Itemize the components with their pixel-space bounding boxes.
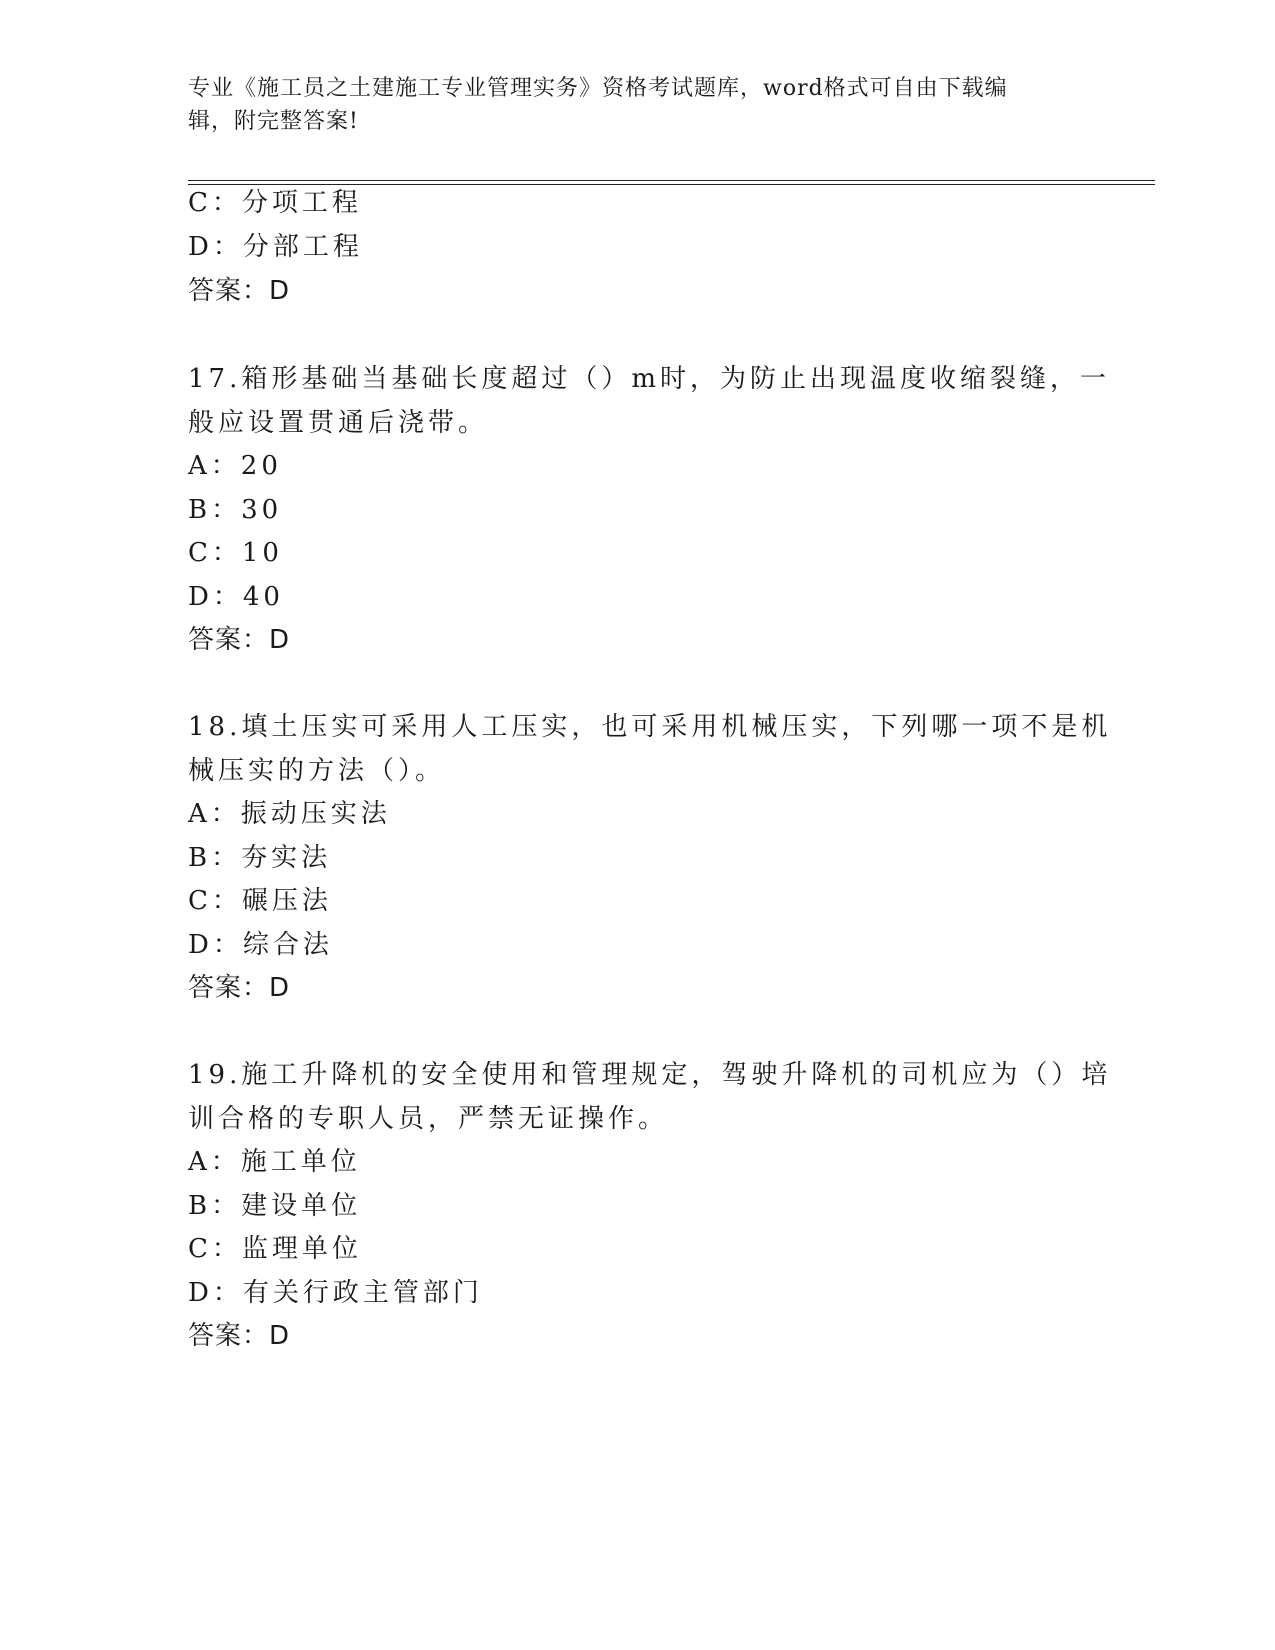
document-header <box>188 72 1078 138</box>
question-17-option-d: D：40 <box>188 582 284 612</box>
question-17-option-b: B：30 <box>188 495 283 525</box>
question-19-stem-line-2: 训合格的专职人员，严禁无证操作。 <box>188 1104 669 1134</box>
question-18-option-b: B：夯实法 <box>188 843 332 873</box>
header-divider-top <box>188 180 1155 181</box>
question-17-stem-line-1: 17.箱形基础当基础长度超过（）m时，为防止出现温度收缩裂缝，一 <box>188 364 1111 394</box>
question-18-stem-line-1: 18.填土压实可采用人工压实，也可采用机械压实，下列哪一项不是机 <box>188 712 1112 742</box>
option-d: D：分部工程 <box>188 232 363 262</box>
question-19-option-b: B：建设单位 <box>188 1191 362 1221</box>
question-17-option-a: A：20 <box>188 451 282 481</box>
question-17-option-c: C：10 <box>188 538 283 568</box>
question-17-stem-line-2: 般应设置贯通后浇带。 <box>188 408 489 438</box>
header-line-1: 专业《施工员之土建施工专业管理实务》资格考试题库，word格式可自由下载编 <box>188 76 1008 101</box>
question-19-option-c: C：监理单位 <box>188 1234 362 1264</box>
question-19-option-a: A：施工单位 <box>188 1147 361 1177</box>
header-line-2: 辑，附完整答案! <box>188 109 359 134</box>
question-17-answer: 答案：D <box>188 625 291 655</box>
question-19-option-d: D：有关行政主管部门 <box>188 1278 483 1308</box>
header-divider-bottom <box>188 184 1155 185</box>
answer-line: 答案：D <box>188 276 291 306</box>
question-18-option-d: D：综合法 <box>188 930 333 960</box>
question-18-answer: 答案：D <box>188 973 291 1003</box>
option-c: C：分项工程 <box>188 188 362 218</box>
question-19-stem-line-1: 19.施工升降机的安全使用和管理规定，驾驶升降机的司机应为（）培 <box>188 1060 1112 1090</box>
question-19-answer: 答案：D <box>188 1321 291 1351</box>
question-18-option-c: C：碾压法 <box>188 886 332 916</box>
question-18-option-a: A：振动压实法 <box>188 799 391 829</box>
question-18-stem-line-2: 械压实的方法（）。 <box>188 756 446 786</box>
